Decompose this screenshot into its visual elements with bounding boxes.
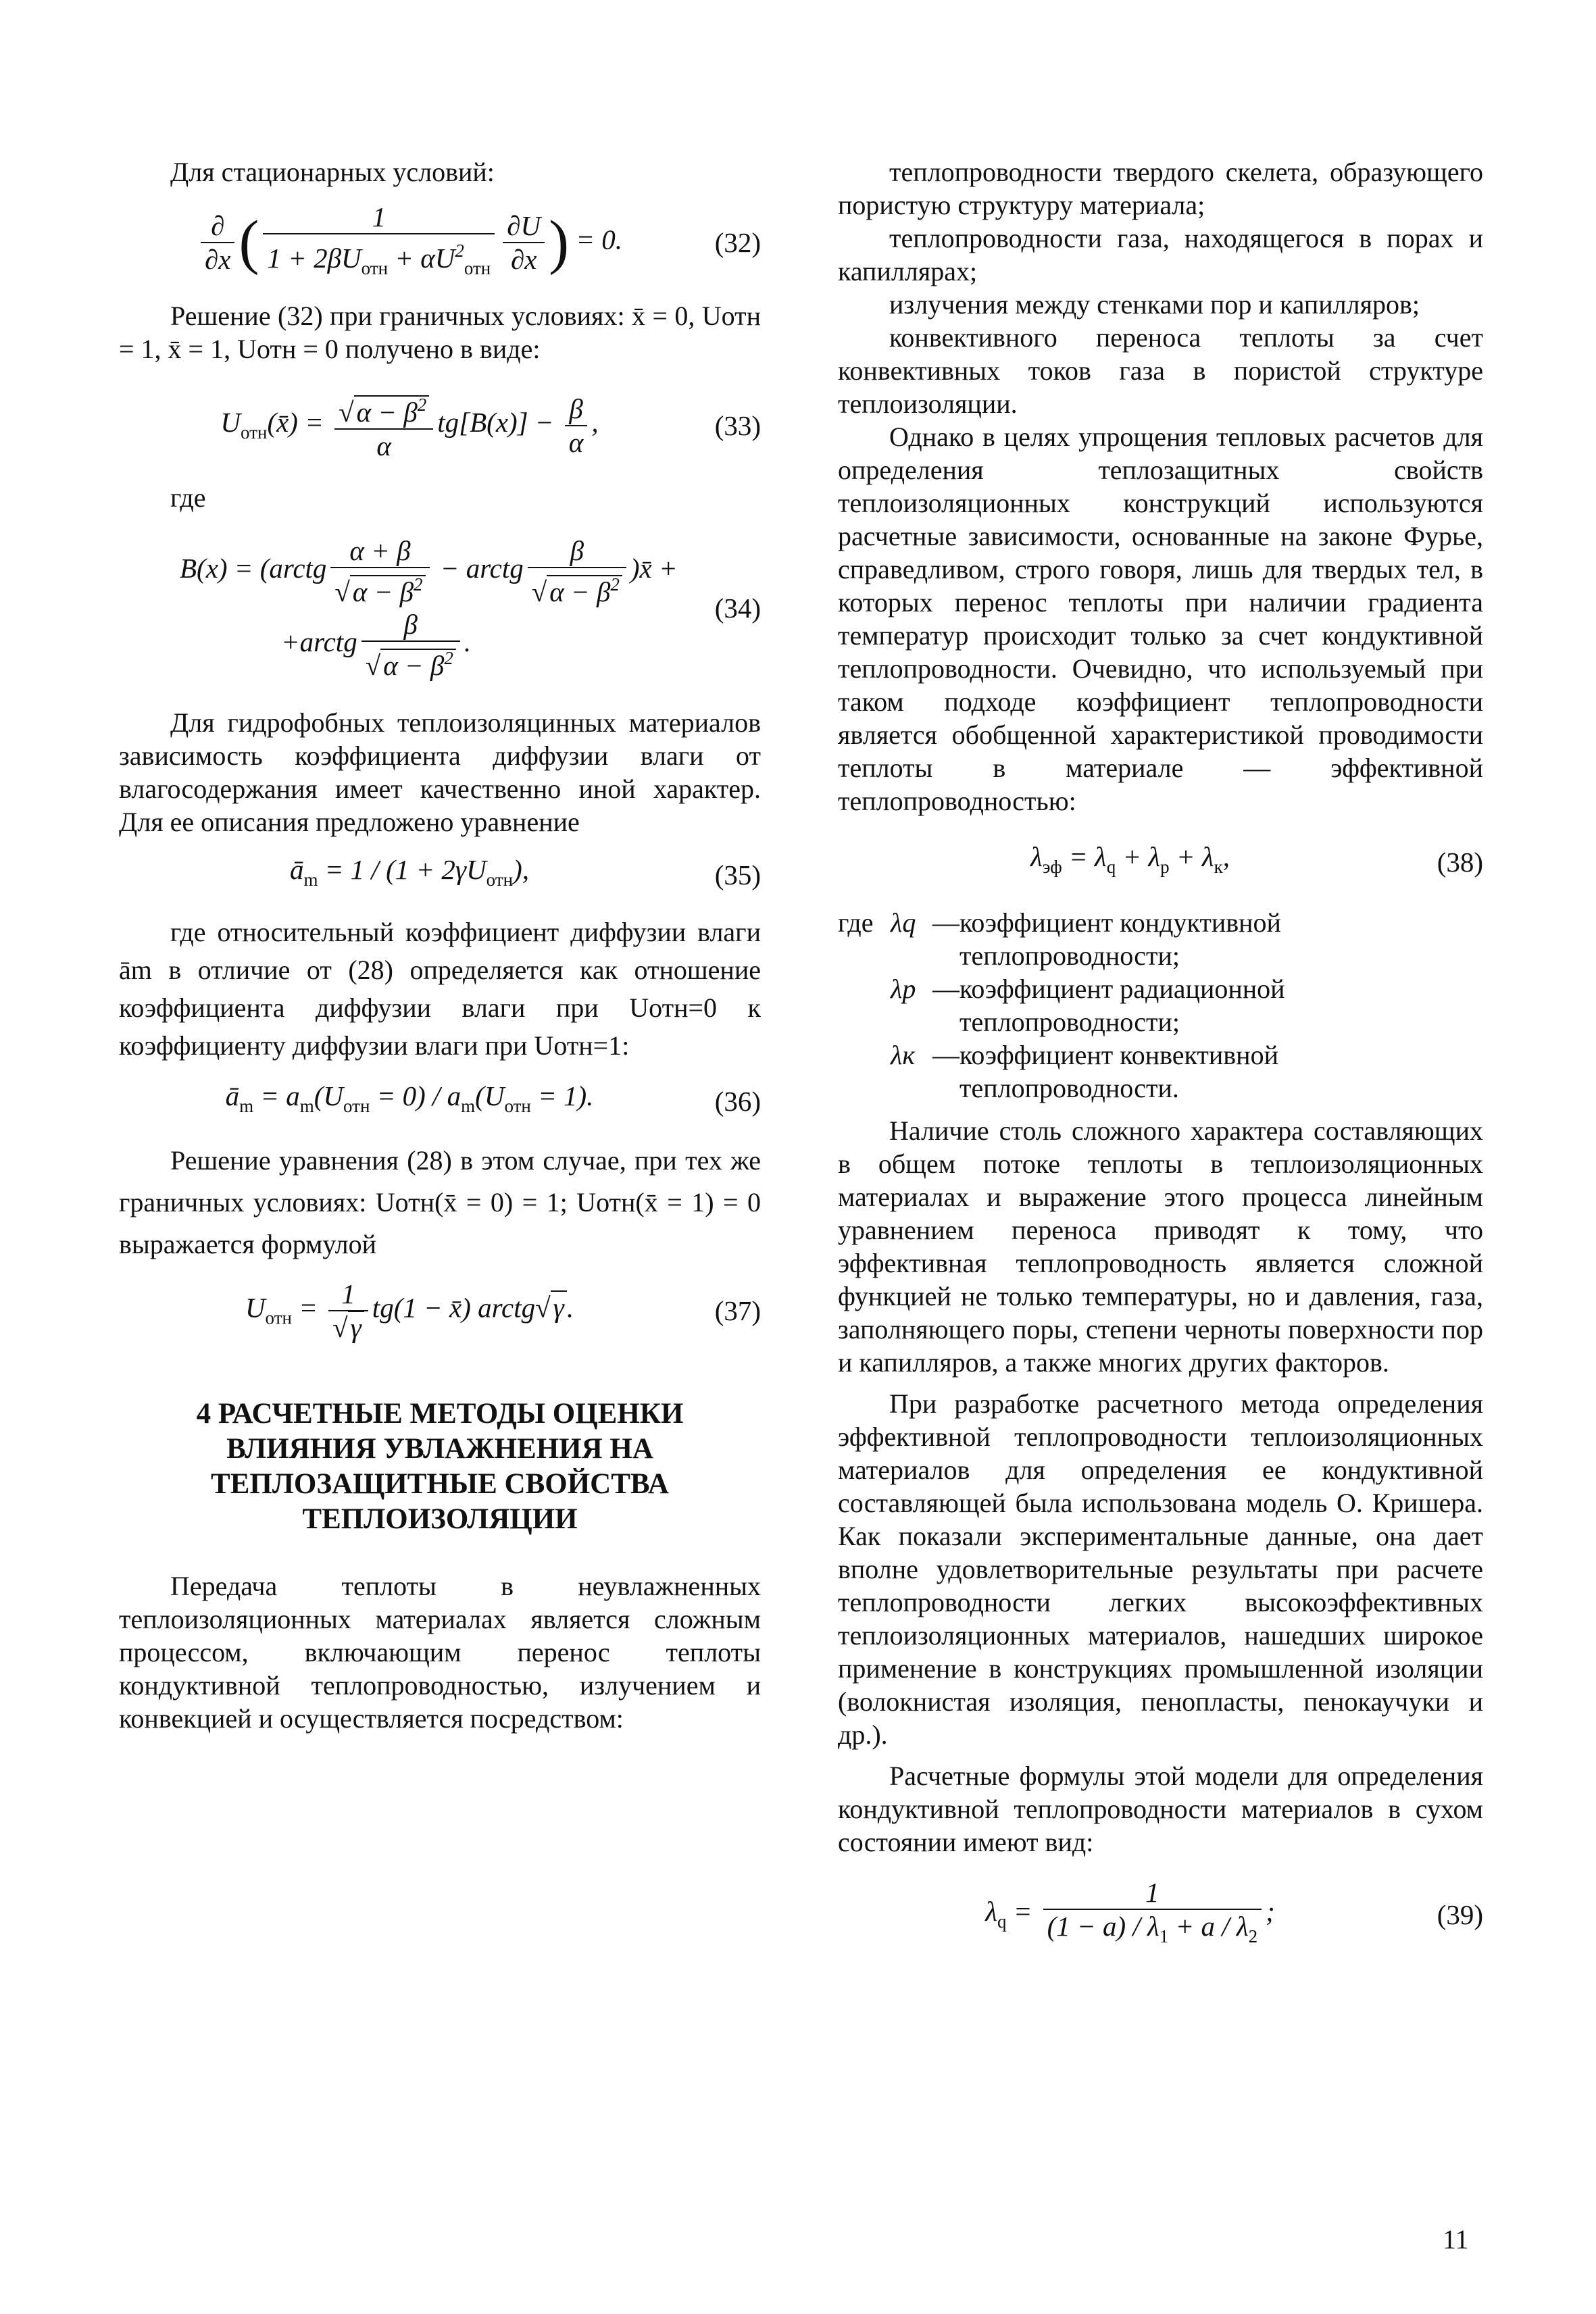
dash: —	[932, 974, 959, 1004]
paragraph: Передача теплоты в неувлажненных теплоизоляционных материалах является сложным процессом, включающим перенос теплоты кондуктивной теплопроводностью, излучением и конвекцией и осуществляется посредством:	[119, 1571, 761, 1734]
page-number: 11	[1443, 2224, 1469, 2255]
paragraph: где	[170, 482, 206, 513]
right-column	[838, 155, 1483, 1967]
definition-text: коэффициент кондуктивной теплопроводности;	[959, 907, 1281, 971]
equation-number: (36)	[714, 1085, 761, 1117]
paragraph: Наличие столь сложного характера составляющих в общем потоке теплоты в теплоизоляционных материалах и выражение этого процесса линейным уравнением переноса приводят к тому, что эффективная теплопроводность является сложной функцией не только температуры, но и давления, газа, заполняющего поры, степени черноты поверхности пор и капилляров, а также многих других факторов.	[838, 1115, 1483, 1378]
equation-number: (35)	[714, 859, 761, 890]
paragraph: конвективного переноса теплоты за счет конвективных токов газа в пористой структуре теплоизоляции.	[838, 322, 1483, 419]
symbol-definitions	[838, 906, 1483, 1105]
paragraph: При разработке расчетного метода определения эффективной теплопроводности теплоизоляционных материалов для определения ее кондуктивной составляющей была использована модель О. Кришера. Как показали экспериментальные данные, она дает вполне удовлетворительные результаты при расчете теплопроводности легких высокоэффективных теплоизоляционных материалов, нашедших широкое применение в конструкциях промышленной изоляции (волокнистая изоляция, пенопласты, пенокаучуки и др.).	[838, 1388, 1483, 1750]
equation-number: (33)	[714, 409, 761, 441]
formula-37: $U_{отн}$ = $\frac{1}{√\gamma}$ tg(1 − x̄) arctg√γ. (37)	[245, 1278, 761, 1343]
symbol: λq	[891, 907, 916, 938]
definition-row	[838, 906, 1483, 972]
paragraph: где относительный коэффициент диффузии влаги ām в отличие от (28) определяется как отношение коэффициента диффузии влаги при Uотн=0 к коэффициенту диффузии влаги при Uотн=1:	[119, 917, 761, 1061]
section-heading: 4 РАСЧЕТНЫЕ МЕТОДЫ ОЦЕНКИ ВЛИЯНИЯ УВЛАЖНЕНИЯ НА ТЕПЛОЗАЩИТНЫЕ СВОЙСТВА ТЕПЛОИЗОЛЯЦИИ	[196, 1398, 684, 1535]
paragraph: Решение уравнения (28) в этом случае, при тех же граничных условиях: Uотн(x̄ = 0) = 1; Uотн(x̄ = 1) = 0 выражается формулой	[119, 1145, 761, 1259]
paragraph: Расчетные формулы этой модели для определения кондуктивной теплопроводности материалов в сухом состоянии имеют вид:	[838, 1761, 1483, 1857]
where-label: где	[838, 907, 874, 938]
paragraph: Для гидрофобных теплоизоляцинных материалов зависимость коэффициента диффузии влаги от влагосодержания имеет качественно иной характер. Для ее описания предложено уравнение	[119, 707, 761, 837]
definition-text: коэффициент конвективной теплопроводности.	[959, 1040, 1278, 1103]
paragraph: Однако в целях упрощения тепловых расчетов для определения теплозащитных свойств теплоизоляционных конструкций используются расчетные зависимости, основанные на законе Фурье, справедливом, строго говоря, лишь для твердых тел, в которых перенос теплоты при наличии градиента температур происходит только за счет кондуктивной теплопроводности. Очевидно, что используемый при таком подходе коэффициент теплопроводности является обобщенной характеристикой проводимости теплоты в материале — эффективной теплопроводностью:	[838, 422, 1483, 816]
formula-34: B(x) = (arctg $\frac{\alpha + \beta}{√\alpha - \beta^2}$ − arctg $\frac{\beta}{√\alpha - \beta^2}$ )x̄ + +arctg $\frac{\beta}{√\alpha - \beta^2}$ . (34)	[180, 535, 761, 681]
left-column	[119, 155, 761, 1735]
paragraph: излучения между стенками пор и капилляров;	[889, 289, 1420, 320]
formula-38: $\lambda_{эф} = \lambda_q + \lambda_р + \lambda_к$, (38)	[838, 838, 1483, 886]
formula-35: $ā_m = 1 / (1 + 2\gamma U_{отн})$, (35)	[119, 851, 761, 899]
definition-row	[838, 1038, 1483, 1105]
paragraph: Решение (32) при граничных условиях: x̄ = 0, Uотн = 1, x̄ = 1, Uотн = 0 получено в виде:	[119, 301, 761, 364]
formula-36: $ā_m = a_m(U_{отн} = 0) / a_m(U_{отн} = 1)$. (36)	[119, 1077, 761, 1125]
equation-number: (39)	[1437, 1898, 1483, 1930]
definition-row	[838, 972, 1483, 1038]
equation-number: (37)	[714, 1295, 761, 1326]
definition-text: коэффициент радиационной теплопроводности;	[959, 974, 1285, 1037]
formula-33: $U_{отн}(x̄)$ = $\frac{√\alpha - \beta^2}{\alpha}$ tg[B(x)] − $\frac{\beta}{\alpha}$ , (33)	[119, 388, 761, 462]
equation-number: (32)	[714, 227, 761, 258]
formula-32: $\frac{\partial}{\partial x}$ ( $\frac{1}{1 + 2\beta U_{отн} + \alpha U^2_{отн}}$ $\frac{\partial U}{\partial x}$ ) = 0. (32)	[119, 201, 761, 284]
formula-39: $\lambda_q$ = $\frac{1}{(1 - a) / \lambda_1 + a / \lambda_2}$ ; (39)	[985, 1877, 1483, 1946]
dash: —	[932, 1040, 959, 1070]
paragraph: Для стационарных условий:	[170, 157, 495, 187]
equation-number: (38)	[1437, 846, 1483, 878]
equation-number: (34)	[714, 593, 761, 624]
paragraph: теплопроводности твердого скелета, образующего пористую структуру материала;	[838, 157, 1483, 220]
paragraph: теплопроводности газа, находящегося в порах и капиллярах;	[838, 223, 1483, 286]
dash: —	[932, 907, 959, 938]
symbol: λк	[891, 1040, 916, 1070]
symbol: λр	[891, 974, 916, 1004]
